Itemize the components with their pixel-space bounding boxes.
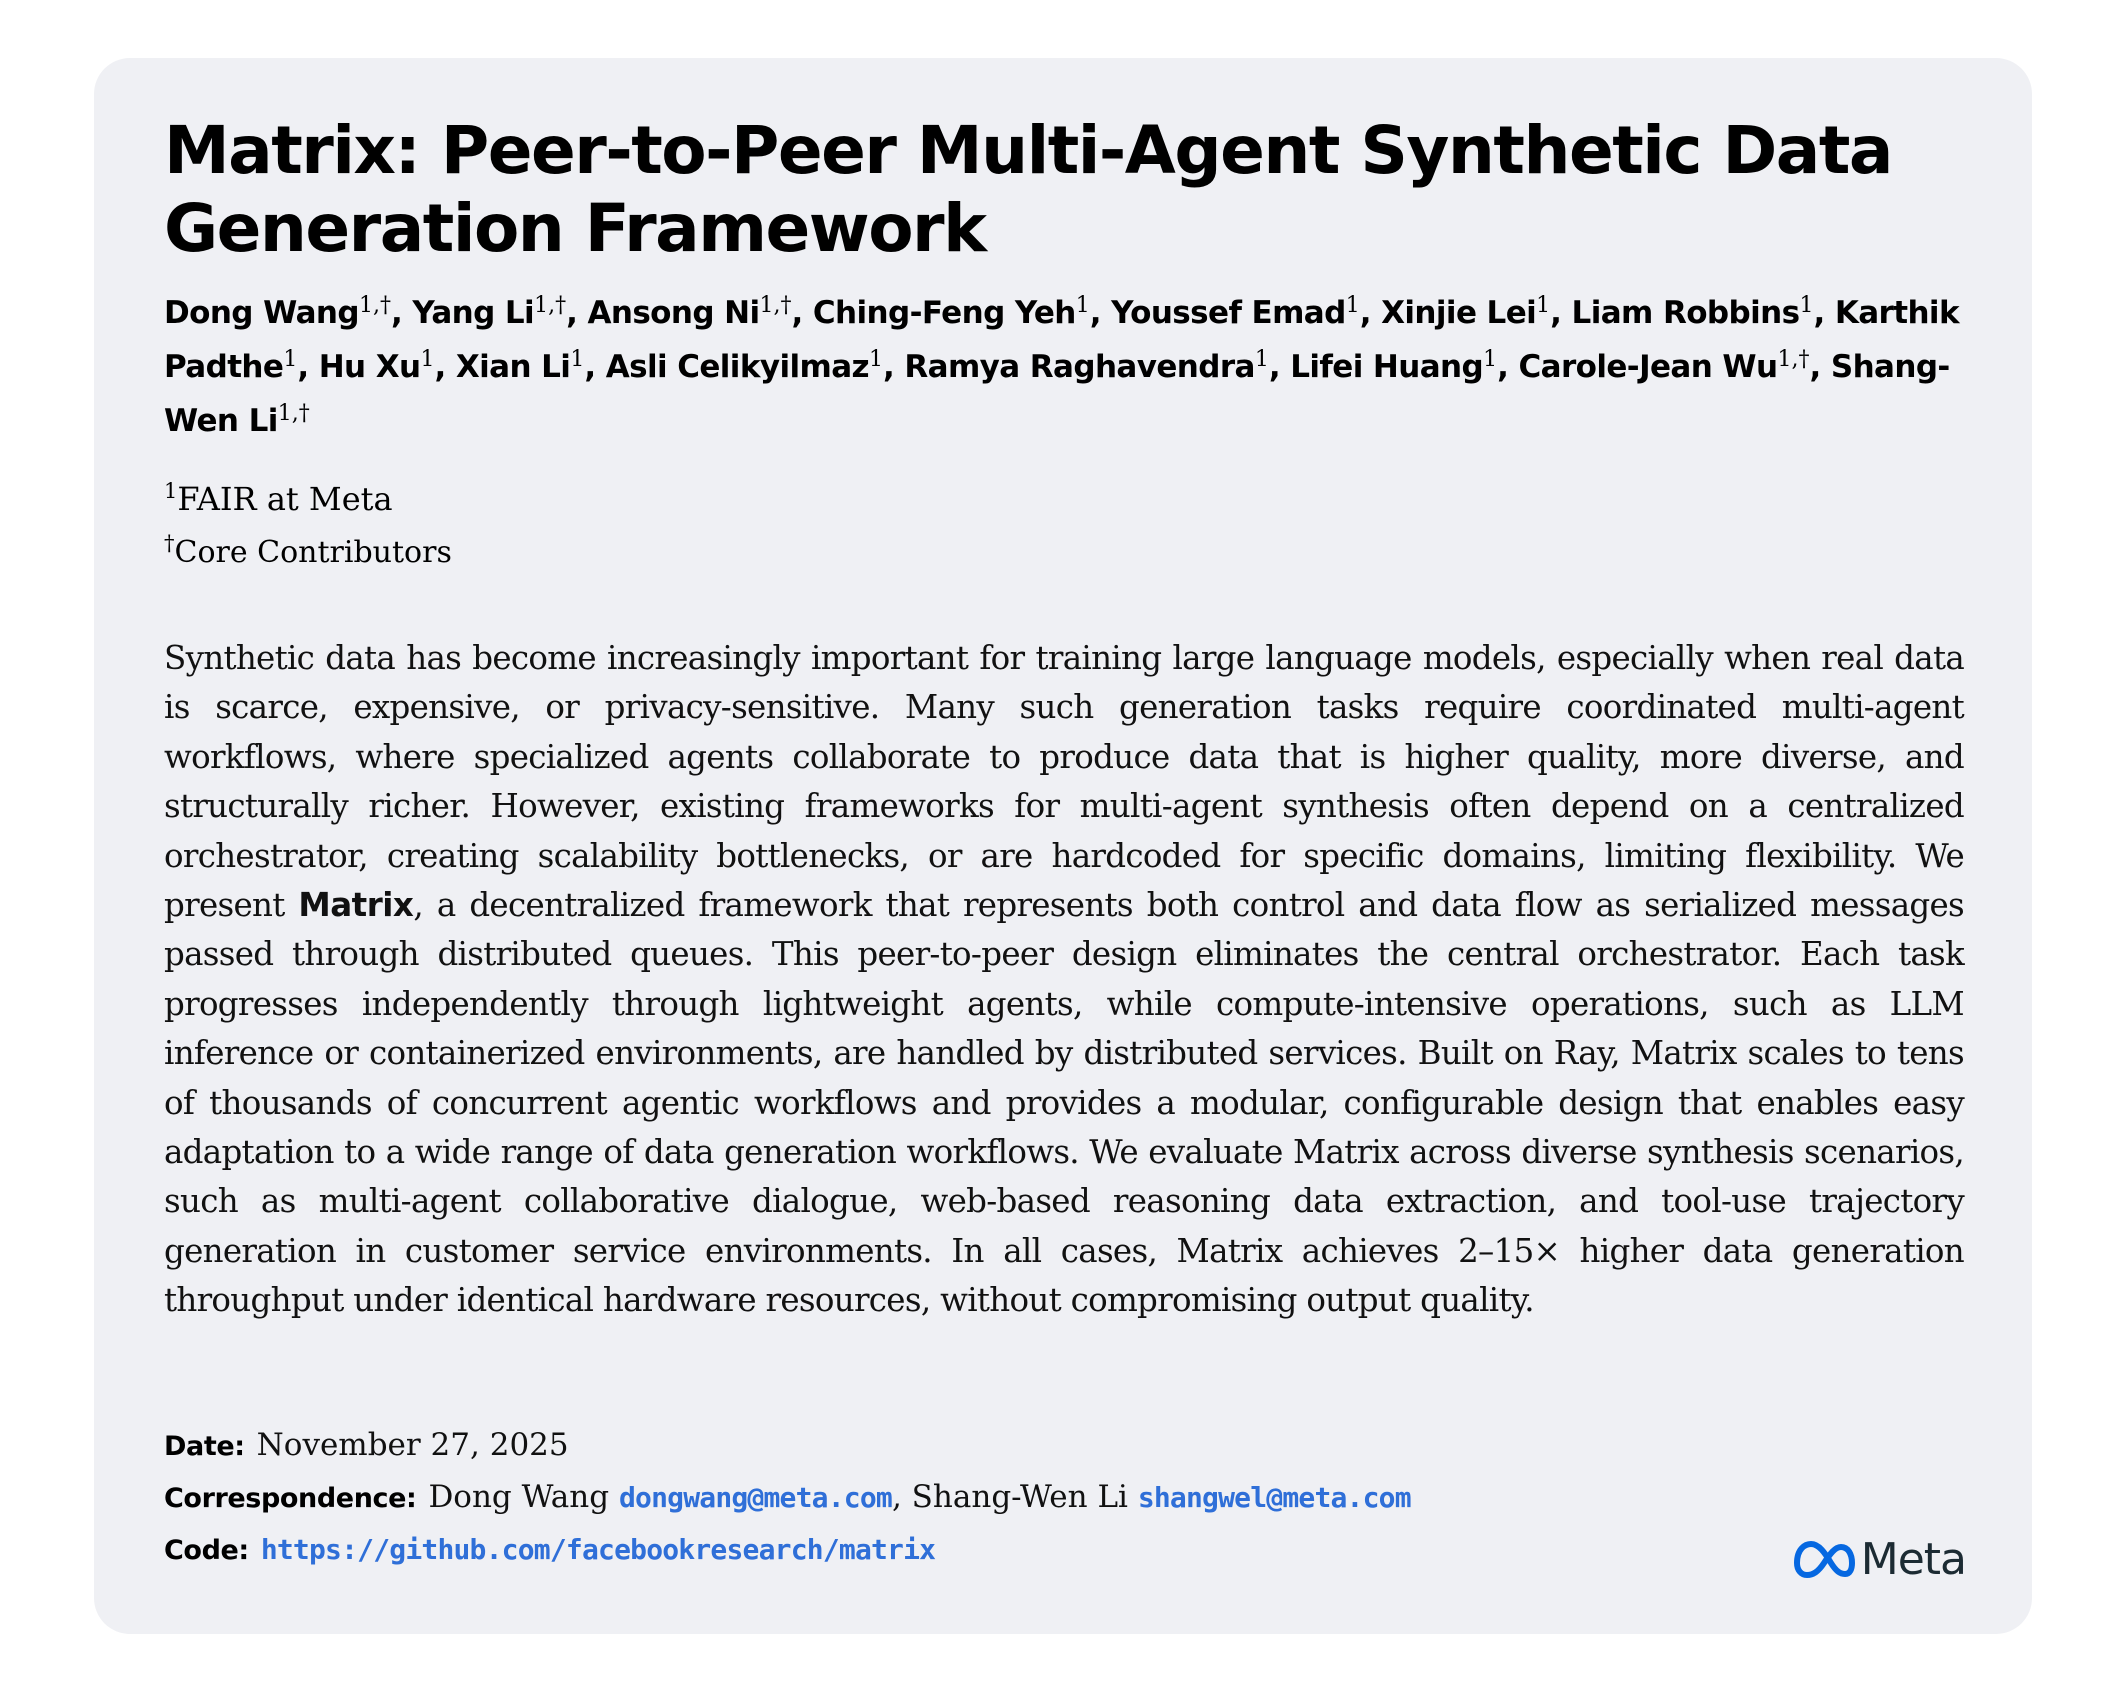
- paper-title: [164, 112, 1964, 268]
- author-affiliation-mark: 1: [1799, 293, 1814, 318]
- code-label: Code:: [164, 1535, 249, 1566]
- paper-title-line-2: Generation Framework: [164, 190, 986, 267]
- author: [813, 295, 1090, 331]
- affiliation-item: [164, 528, 1964, 580]
- author-name: Dong Wang: [164, 295, 359, 331]
- date-label: Date:: [164, 1431, 245, 1462]
- author-name: Youssef Emad: [1111, 295, 1346, 331]
- author-name: Ansong Ni: [587, 295, 760, 331]
- abstract-text-end: , a decentralized framework that represents both control and data flow as serialized messages passed through distributed queues. This peer-to-peer design eliminates the central orchestrator. Each task progresses independently through lightweight agents, while compute-intensive operations, such as LLM inference or containerized environments, are handled by distributed services. Built on Ray, Matrix scales to tens of thousands of concurrent agentic workflows and provides a modular, configurable design that enables easy adaptation to a wide range of data generation workflows. We evaluate Matrix across diverse synthesis scenarios, such as multi-agent collaborative dialogue, web-based reasoning data extraction, and tool-use trajectory generation in customer service environments. In all cases, Matrix achieves 2–15× higher data generation throughput under identical hardware resources, without compromising output quality.: [164, 886, 1964, 1320]
- paper-header-content: [164, 112, 1964, 1326]
- author-name: Asli Celikyilmaz: [605, 349, 869, 385]
- author: [164, 295, 391, 331]
- abstract-text-start: Synthetic data has become increasingly important for training large language models, especially when real data is scarce, expensive, or privacy-sensitive. Many such generation tasks require coordinated multi-agent workflows, where specialized agents collaborate to produce data that is higher quality, more diverse, and structurally richer. However, existing frameworks for multi-agent synthesis often depend on a centralized orchestrator, creating scalability bottlenecks, or are hardcoded for specific domains, limiting flexibility. We present: [164, 639, 1964, 925]
- author-list: Dong Wang$^{1,\dagger}$, Yang $Li^{1,\dagger}$, Ansong $Ni^{1,\dagger}$, Ching-Feng Yeh$^1$, Youssef Emad$^1$, Xinjie Lei$^1$, Liam Robbins$^1$, Karthik Padthe$^1$, Hu Xu$^1$, Xian Li$^1$, Asli Celikyilmaz$^1$, Ramya Raghavendra$^1$, Lifei Huang$^1$, Carole-Jean $Wu^{1,\dagger}$, Shang-Wen $Li^{1,\dagger}$: [164, 293, 1959, 439]
- author-affiliation-mark: 1,†: [277, 401, 310, 426]
- author-name: Shang-Wen Li: [164, 349, 1950, 439]
- abstract: [164, 634, 1964, 1326]
- email-link-dong-wang[interactable]: dongwang@meta.com: [618, 1481, 892, 1514]
- author-name: Karthik Padthe: [164, 295, 1959, 385]
- author-affiliation-mark: 1: [1254, 347, 1269, 372]
- paper-metadata: [164, 1420, 1664, 1576]
- correspondence-separator: ,: [891, 1479, 902, 1515]
- paper-title-line-1: Matrix: Peer-to-Peer Multi-Agent Synthetic Data: [164, 112, 1892, 189]
- meta-logo-text: Meta: [1860, 1533, 1966, 1585]
- author: [319, 349, 435, 385]
- author: [587, 295, 791, 331]
- correspondence-label: Correspondence:: [164, 1483, 417, 1514]
- author-affiliation-mark: 1,†: [759, 293, 792, 318]
- author-name: Hu Xu: [318, 349, 421, 385]
- author-name: Ching-Feng Yeh: [812, 295, 1076, 331]
- author-name: Carole-Jean Wu: [1518, 349, 1778, 385]
- author-name: Liam Robbins: [1571, 295, 1800, 331]
- author-affiliation-mark: 1: [420, 347, 435, 372]
- code-repository-link[interactable]: https://github.com/facebookresearch/matrix: [260, 1533, 936, 1566]
- author-affiliation-mark: 1,†: [358, 293, 391, 318]
- abstract-framework-name: Matrix: [298, 886, 414, 925]
- author-name: Yang Li: [412, 295, 535, 331]
- correspondence-row: [164, 1472, 1664, 1524]
- meta-logo: [1791, 1532, 1966, 1586]
- affiliation-item: [164, 474, 1964, 528]
- author: [1572, 295, 1814, 331]
- affiliation-text: Core Contributors: [174, 535, 452, 570]
- author: [456, 349, 585, 385]
- author-affiliation-mark: 1: [1483, 347, 1498, 372]
- author-affiliation-mark: 1: [1536, 293, 1551, 318]
- author-name: Xian Li: [455, 349, 571, 385]
- code-row: [164, 1524, 1664, 1576]
- date-row: [164, 1420, 1664, 1472]
- correspondence-name-1: Dong Wang: [428, 1479, 610, 1515]
- author: [1111, 295, 1360, 331]
- meta-infinity-icon: [1791, 1539, 1857, 1579]
- author-affiliation-mark: 1: [1075, 293, 1090, 318]
- date-value: November 27, 2025: [256, 1427, 569, 1463]
- paper-header-card: [94, 58, 2032, 1634]
- author: [606, 349, 883, 385]
- author: [904, 349, 1268, 385]
- email-link-shang-wen-li[interactable]: shangwel@meta.com: [1137, 1481, 1411, 1514]
- author: [1290, 349, 1497, 385]
- author-affiliation-mark: 1: [868, 347, 883, 372]
- author-affiliation-mark: 1,†: [1777, 347, 1810, 372]
- author: [1381, 295, 1550, 331]
- affiliation-mark: †: [164, 531, 175, 555]
- author-name: Ramya Raghavendra: [904, 349, 1255, 385]
- correspondence-name-2: Shang-Wen Li: [911, 1479, 1128, 1515]
- affiliation-text: FAIR at Meta: [177, 480, 393, 518]
- author-affiliation-mark: 1: [283, 347, 298, 372]
- author: [412, 295, 566, 331]
- author-affiliation-mark: 1: [1345, 293, 1360, 318]
- author-affiliation-mark: 1,†: [534, 293, 567, 318]
- author-affiliation-mark: 1: [570, 347, 585, 372]
- affiliation-list: [164, 474, 1964, 580]
- author: [1519, 349, 1810, 385]
- author-name: Lifei Huang: [1290, 349, 1484, 385]
- author-name: Xinjie Lei: [1381, 295, 1537, 331]
- affiliation-mark: 1: [164, 479, 178, 503]
